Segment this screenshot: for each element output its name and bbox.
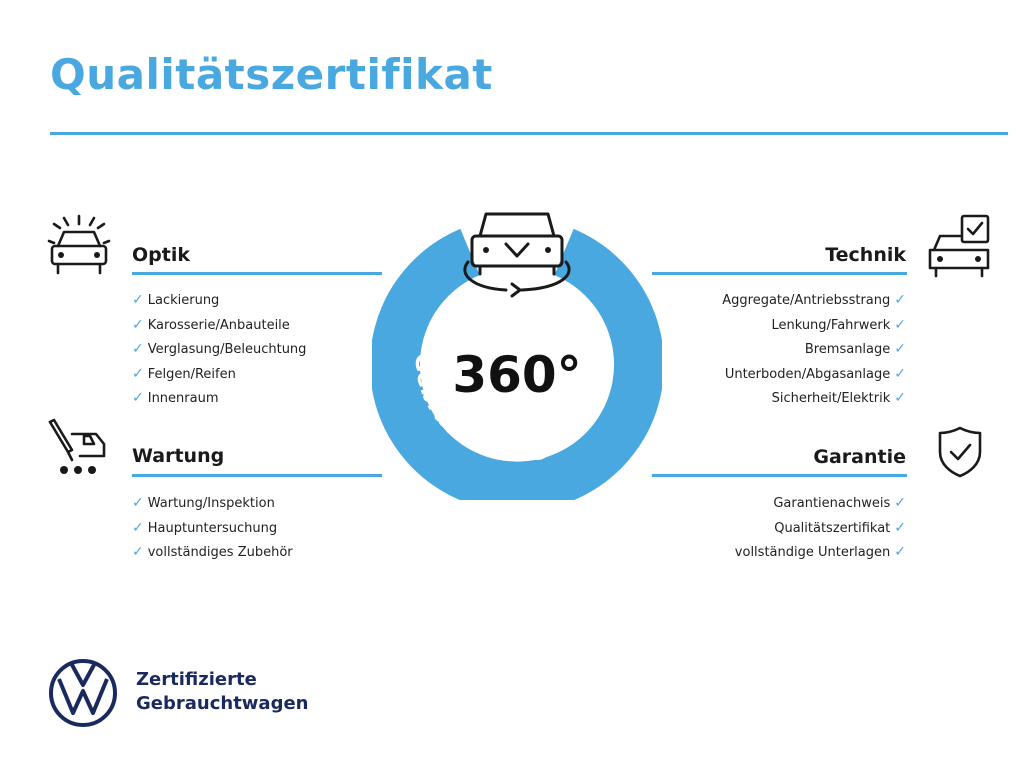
brand-text (136, 668, 308, 716)
list-item: Sicherheit/Elektrik ✓ (771, 390, 906, 406)
list-item: Lenkung/Fahrwerk ✓ (771, 316, 906, 333)
list-item: ✓ Wartung/Inspektion (132, 495, 275, 511)
shield-check-icon (934, 424, 986, 480)
check-icon: ✓ (132, 519, 144, 536)
check-360-graphic (372, 200, 662, 500)
ring-text: Gebrauchtwagen-Check (409, 352, 619, 465)
list-item: ✓ Karosserie/Anbauteile (132, 316, 290, 333)
section-divider-technik (652, 272, 907, 275)
page-title: Qualitätszertifikat (50, 50, 493, 99)
list-item: ✓ vollständiges Zubehör (132, 544, 293, 560)
section-divider-optik (132, 272, 382, 275)
section-divider-wartung (132, 474, 382, 477)
service-tools-icon (44, 416, 114, 478)
section-title-technik: Technik (825, 244, 906, 266)
list-item: ✓ Innenraum (132, 390, 219, 406)
title-divider (50, 132, 1008, 135)
check-icon: ✓ (894, 341, 906, 357)
list-item: ✓ Hauptuntersuchung (132, 519, 278, 536)
list-item: ✓ Lackierung (132, 292, 220, 308)
car-rotate-icon (465, 214, 569, 296)
check-icon: ✓ (132, 341, 144, 357)
check-icon: ✓ (894, 292, 906, 308)
check-icon: ✓ (132, 316, 144, 333)
check-icon: ✓ (132, 544, 144, 560)
list-item: Unterboden/Abgasanlage ✓ (724, 365, 906, 382)
check-icon: ✓ (894, 519, 906, 536)
brand-line-1: Zertifizierte (136, 669, 257, 690)
technik-list (722, 288, 906, 411)
section-title-optik: Optik (132, 244, 190, 266)
wartung-list (132, 491, 293, 565)
check-icon: ✓ (894, 390, 906, 406)
check-icon: ✓ (132, 292, 144, 308)
section-title-garantie: Garantie (813, 446, 906, 468)
list-item: Qualitätszertifikat ✓ (774, 519, 906, 536)
list-item: Garantienachweis ✓ (773, 495, 906, 511)
check-icon: ✓ (894, 316, 906, 333)
section-divider-garantie (652, 474, 907, 477)
list-item: vollständige Unterlagen ✓ (734, 544, 906, 560)
check-icon: ✓ (132, 495, 144, 511)
check-icon: ✓ (894, 495, 906, 511)
optik-list (132, 288, 306, 411)
garantie-list (735, 491, 906, 565)
check-icon: ✓ (132, 390, 144, 406)
list-item: Bremsanlage ✓ (804, 341, 906, 357)
list-item: ✓ Verglasung/Beleuchtung (132, 341, 307, 357)
check-icon: ✓ (894, 365, 906, 382)
big-360-text: 360° (452, 346, 582, 404)
car-checklist-icon (926, 212, 996, 280)
check-icon: ✓ (132, 365, 144, 382)
check-icon: ✓ (894, 544, 906, 560)
list-item: ✓ Felgen/Reifen (132, 365, 236, 382)
brand-line-2: Gebrauchtwagen (136, 693, 309, 714)
list-item: Aggregate/Antriebsstrang ✓ (722, 292, 906, 308)
vw-logo (47, 657, 119, 729)
section-title-wartung: Wartung (132, 445, 225, 467)
car-light-icon (44, 210, 114, 280)
